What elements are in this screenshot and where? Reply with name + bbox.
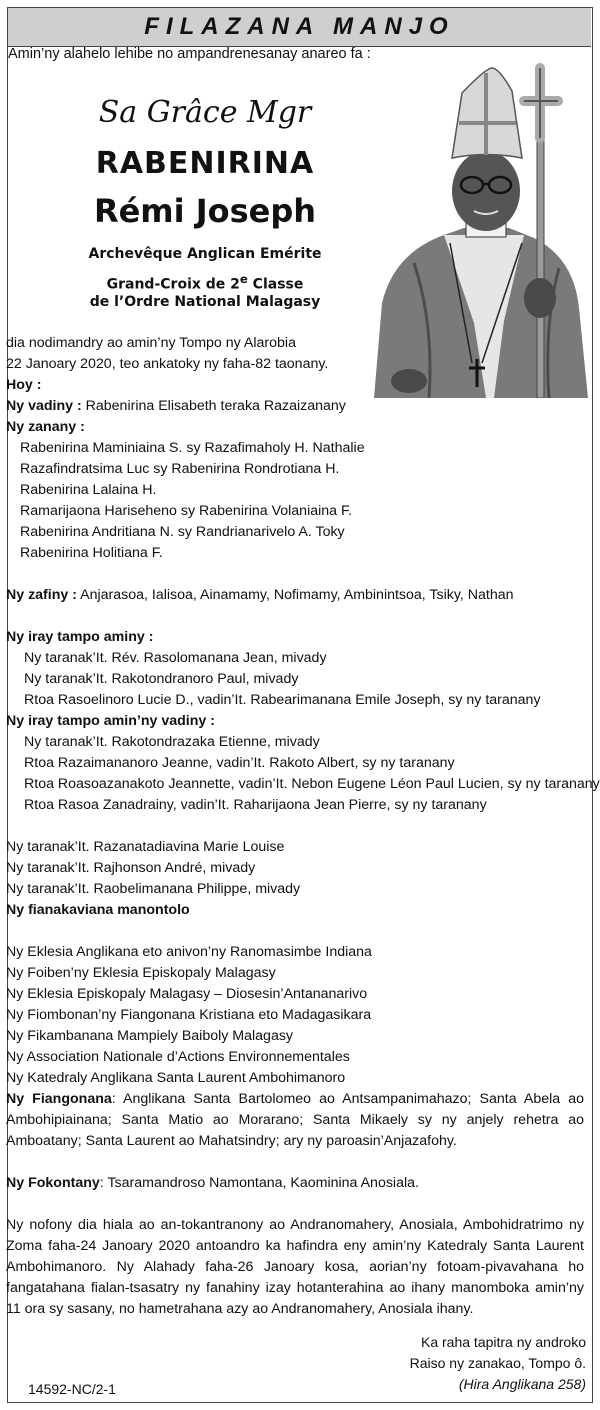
list-item: Ny taranak’It. Rakotondranoro Paul, mivady	[24, 671, 299, 687]
closing-line1: Ka raha tapitra ny androko	[421, 1334, 586, 1350]
list-item: Ny taranak’It. Rajhonson André, mivady	[6, 860, 256, 876]
deceased-given-names: Rémi Joseph	[93, 192, 317, 230]
list-item: Rabenirina Maminiaina S. sy Razafimaholy H. Nathalie	[20, 440, 365, 456]
spouse-label: Ny vadiny	[6, 398, 74, 414]
parishes-paragraph	[6, 1089, 584, 1152]
siblings-label: Ny iray tampo aminy :	[6, 629, 154, 645]
hoy-label: Hoy :	[6, 377, 42, 393]
grandchildren-label: Ny zafiny :	[6, 587, 77, 603]
list-item: Rtoa Roasoazanakoto Jeannette, vadin’It. Nebon Eugene Léon Paul Lucien, sy ny taranany	[24, 776, 600, 792]
deceased-title-line1: Archevêque Anglican Emérite	[88, 246, 322, 262]
list-item: Rabenirina Holitiana F.	[20, 545, 163, 561]
list-item: Rtoa Rasoa Zanadrainy, vadin’It. Raharijaona Jean Pierre, sy ny taranany	[24, 797, 487, 813]
parishes-label: Ny Fiangonana	[6, 1091, 112, 1107]
spouse-separator: :	[73, 398, 86, 414]
list-item: Ny Association Nationale d’Actions Environnementales	[6, 1049, 350, 1065]
deceased-surname: RABENIRINA	[95, 146, 315, 181]
list-item: Rabenirina Andritiana N. sy Randrianarivelo A. Toky	[20, 524, 345, 540]
notice-header	[8, 8, 591, 47]
funeral-paragraph: Ny nofony dia hiala ao an-tokantranony ao Andranomahery, Anosiala, Ambohidratrimo ny Zoma faha-24 Janoary 2020 antoandro ka hafindra eny amin’ny Katedraly Santa Laurent Ambohimanoro. Ny Alahady faha-26 Janoary kosa, aorian’ny fotoam-pivavahana ho fangatahana fialan-tsasatry ny fanahiny izay hotanterahina ao ihany manomboka amin’ny 11 ora sy sasany, no hametrahana azy ao Andranomahery, Anosiala ihany.	[6, 1217, 584, 1317]
list-item: Ny taranak’It. Raobelimanana Philippe, mivady	[6, 881, 301, 897]
list-item: Ny Eklesia Anglikana eto anivon’ny Ranomasimbe Indiana	[6, 944, 372, 960]
notice-title: FILAZANA MANJO	[144, 13, 455, 40]
fokontany-line	[6, 1173, 584, 1194]
closing-line2: Raiso ny zanakao, Tompo ô.	[409, 1355, 586, 1371]
death-line1: dia nodimandry ao amin’ny Tompo ny Alarobia	[6, 335, 296, 351]
intro-text: Amin’ny alahelo lehibe no ampandrenesanay anareo fa :	[8, 46, 371, 62]
grandchildren-line	[6, 585, 584, 606]
children-label: Ny zanany :	[6, 419, 85, 435]
list-item: Razafindratsima Luc sy Rabenirina Rondrotiana H.	[20, 461, 340, 477]
title-line2-sup: e	[239, 272, 248, 286]
list-item: Ny Fiombonan’ny Fiangonana Kristiana eto Madagasikara	[6, 1007, 372, 1023]
list-item: Ramarijaona Hariseheno sy Rabenirina Volaniaina F.	[20, 503, 353, 519]
spouse-line	[6, 396, 584, 417]
list-item: Ny Foiben’ny Eklesia Episkopaly Malagasy	[6, 965, 276, 981]
list-item: Ny Eklesia Episkopaly Malagasy – Diosesin’Antananarivo	[6, 986, 368, 1002]
list-item: Rabenirina Lalaina H.	[20, 482, 157, 498]
deceased-honorific: Sa Grâce Mgr	[98, 95, 312, 130]
fokontany-label: Ny Fokontany	[6, 1175, 100, 1191]
death-line2: 22 Janoary 2020, teo ankatoky ny faha-82 taonany.	[6, 356, 329, 372]
title-line2-end: Classe	[247, 276, 304, 293]
closing-line3: (Hira Anglikana 258)	[458, 1376, 586, 1392]
deceased-title-line3: de l’Ordre National Malagasy	[89, 294, 321, 310]
notice-body	[6, 333, 600, 1320]
title-line2-start: Grand-Croix de 2	[106, 276, 240, 293]
list-item: Ny Katedraly Anglikana Santa Laurent Ambohimanoro	[6, 1070, 346, 1086]
list-item: Ny taranak’It. Rév. Rasolomanana Jean, mivady	[24, 650, 327, 666]
list-item: Rtoa Razaimananoro Jeanne, vadin’It. Rakoto Albert, sy ny taranany	[24, 755, 455, 771]
fokontany-value: : Tsaramandroso Namontana, Kaominina Anosiala.	[99, 1175, 419, 1191]
list-item: Rtoa Rasoelinoro Lucie D., vadin’It. Rabearimanana Emile Joseph, sy ny taranany	[24, 692, 541, 708]
list-item: Ny Fikambanana Mampiely Baiboly Malagasy	[6, 1028, 294, 1044]
deceased-title-line2	[70, 272, 340, 293]
spouse-value: Rabenirina Elisabeth teraka Razaizanany	[85, 398, 346, 414]
list-item: Ny taranak’It. Razanatadiavina Marie Louise	[6, 839, 285, 855]
spouse-siblings-label: Ny iray tampo amin’ny vadiny :	[6, 713, 215, 729]
parishes-value: : Anglikana Santa Bartolomeo ao Antsampanimahazo; Santa Abela ao Ambohipiainana; Santa Matio ao Morarano; Santa Mikaely sy ny anjely rehetra ao Amboatany; Santa Laurent ao Mahatsindry; ary ny paroasin’Anjazafohy.	[6, 1091, 584, 1149]
list-item: Ny taranak’It. Rakotondrazaka Etienne, mivady	[24, 734, 320, 750]
grandchildren-value: Anjarasoa, Ialisoa, Ainamamy, Nofimamy, Ambinintsoa, Tsiky, Nathan	[76, 587, 514, 603]
family-label: Ny fianakaviana manontolo	[6, 902, 190, 918]
closing-verse	[410, 1332, 586, 1395]
reference-code: 14592-NC/2-1	[28, 1381, 116, 1397]
